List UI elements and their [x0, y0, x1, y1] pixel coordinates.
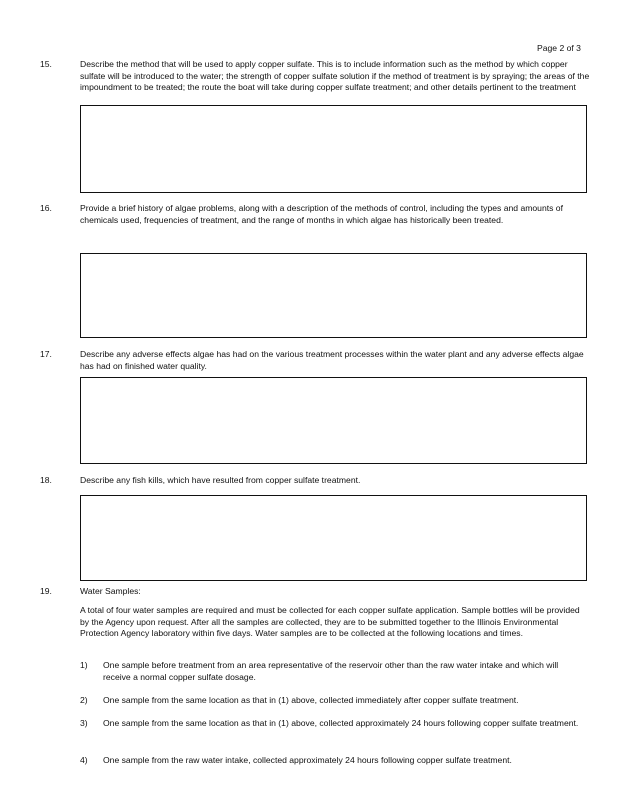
question-text: Describe the method that will be used to apply copper sulfate. This is to include information such as the method by which copper sulfate will be introduced to the water; the strength of copper sulfate solution if the method of treatment is by spraying; the areas of the impoundment to be treated; the route the boat will take during copper sulfate treatment; and other details pertinent to the treatment [80, 59, 590, 93]
question-text: Describe any fish kills, which have resulted from copper sulfate treatment. [80, 475, 361, 485]
list-item-text: One sample from the same location as that in (1) above, collected approximately 24 hours following copper sulfate treatment. [103, 718, 579, 728]
answer-box-16[interactable] [80, 253, 587, 338]
question-text: Water Samples: [80, 586, 141, 596]
list-item-text: One sample from the same location as that in (1) above, collected immediately after copper sulfate treatment. [103, 695, 519, 705]
answer-box-18[interactable] [80, 495, 587, 581]
list-item-number: 2) [80, 695, 88, 705]
question-number: 19. [40, 586, 52, 596]
question-text: Describe any adverse effects algae has had on the various treatment processes within the water plant and any adverse effects algae has had on finished water quality. [80, 349, 584, 371]
question-number: 15. [40, 59, 52, 69]
list-item-number: 4) [80, 755, 88, 765]
list-item-number: 1) [80, 660, 88, 670]
question-number: 18. [40, 475, 52, 485]
water-samples-paragraph: A total of four water samples are required and must be collected for each copper sulfate application. Sample bottles will be provided by the Agency upon request. After all the samples are collected, they are to be submitted together to the Illinois Environmental Protection Agency laboratory within five days. Water samples are to be collected at the following locations and times. [80, 605, 580, 639]
list-item-text: One sample from the raw water intake, collected approximately 24 hours following copper sulfate treatment. [103, 755, 512, 765]
list-item-text: One sample before treatment from an area representative of the reservoir other than the raw water intake and which will receive a normal copper sulfate dosage. [103, 660, 559, 682]
list-item-number: 3) [80, 718, 88, 728]
question-number: 16. [40, 203, 52, 213]
answer-box-15[interactable] [80, 105, 587, 193]
page-number: Page 2 of 3 [537, 43, 581, 53]
answer-box-17[interactable] [80, 377, 587, 464]
question-number: 17. [40, 349, 52, 359]
question-text: Provide a brief history of algae problems, along with a description of the methods of control, including the types and amounts of chemicals used, frequencies of treatment, and the range of months in which algae has historically been treated. [80, 203, 563, 225]
